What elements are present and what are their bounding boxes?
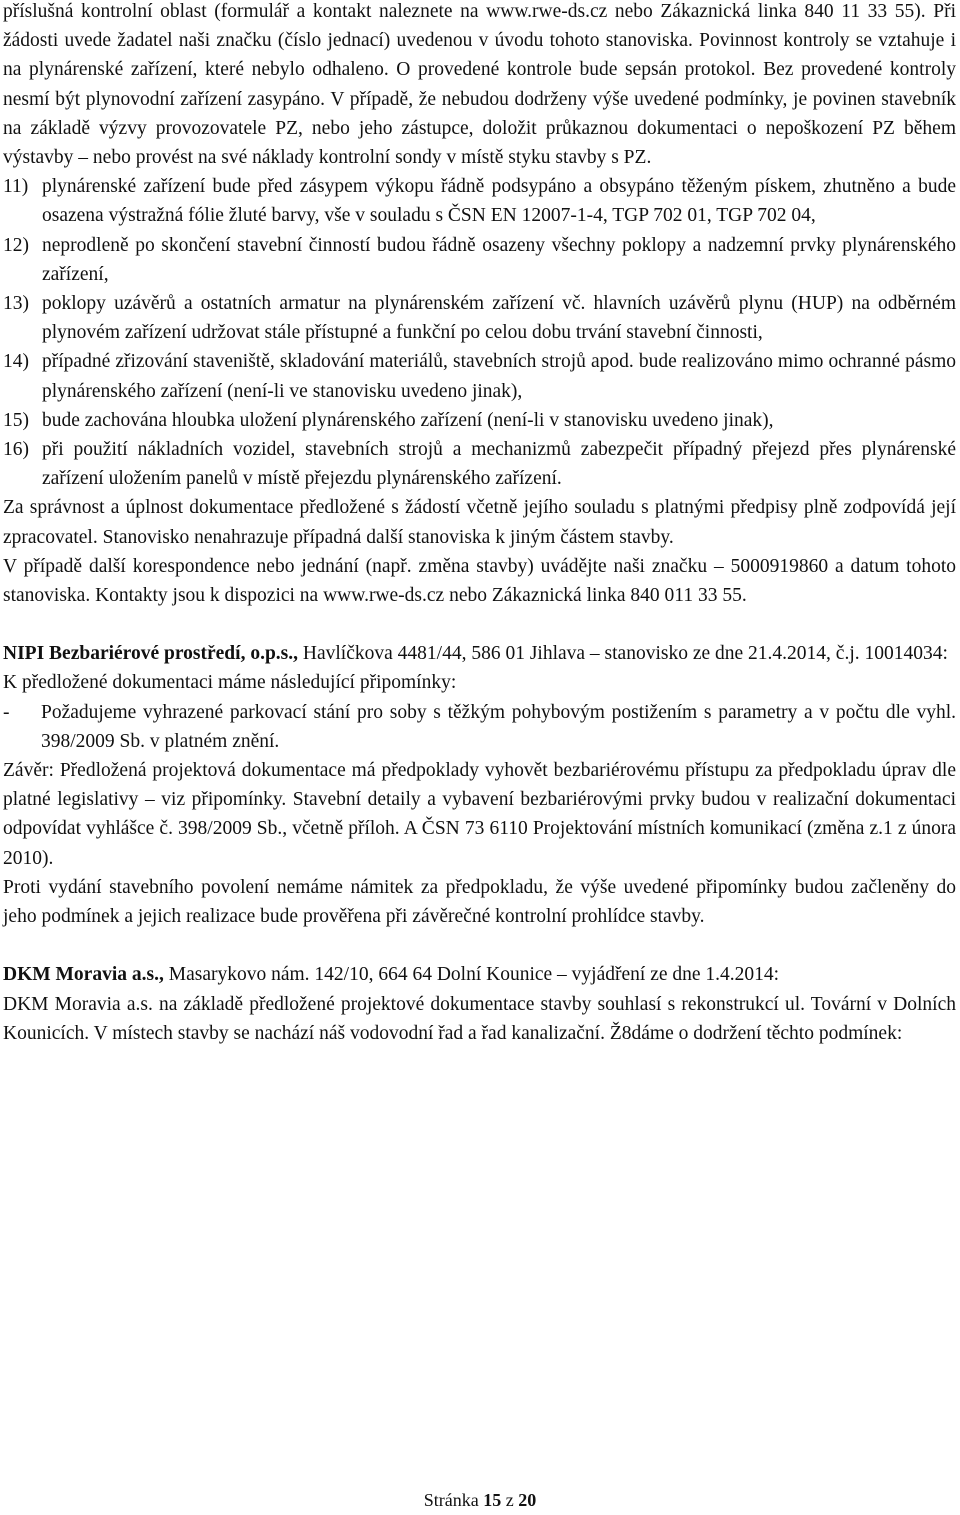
intro-paragraph: příslušná kontrolní oblast (formulář a kontakt naleznete na www.rwe-ds.cz nebo Zákaznická linka 840 11 33 55). Při žádosti uvede žadatel naši značku (číslo jednací) uvedenou v úvodu tohoto stanoviska. Povinnost kontroly se vztahuje i na plynárenské zařízení, které nebylo odhaleno. O provedené kontrole bude sepsán protokol. Bez provedené kontroly nesmí být plynovodní zařízení zasypáno. V případě, že nebudou dodrženy výše uvedené podmínky, je povinen stavebník na základě výzvy provozovatele PZ, nebo jeho zástupce, doložit průkaznou dokumentaci o nepoškození PZ během výstavby – nebo provést na své náklady kontrolní sondy v místě styku stavby s PZ.	[3, 1, 956, 169]
item-number: 15)	[3, 409, 29, 431]
spacer	[3, 931, 956, 960]
item-text: plynárenské zařízení bude před zásypem výkopu řádně podsypáno a obsypáno těženým pískem, zhutněno a bude osazena výstražná fólie žluté barvy, vše v souladu s ČSN EN 12007-1-4, TGP 702 01, TGP 702 04,	[42, 176, 956, 227]
item-number: 13)	[3, 293, 29, 315]
list-item	[3, 347, 956, 405]
footer-page-total: 20	[518, 1490, 537, 1510]
document-page	[3, 0, 956, 1048]
nipi-header	[3, 639, 956, 668]
item-text: poklopy uzávěrů a ostatních armatur na plynárenském zařízení vč. hlavních uzávěrů plynu (HUP) na odběrném plynovém zařízení udržovat stále přístupné a funkční po celou dobu trvání stavební činnosti,	[42, 293, 956, 344]
bullet-text: Požadujeme vyhrazené parkovací stání pro soby s těžkým pohybovým postižením s parametry a v počtu dle vyhl. 398/2009 Sb. v platném znění.	[41, 701, 956, 752]
nipi-final: Proti vydání stavebního povolení nemáme námitek za předpokladu, že výše uvedené připomínky budou začleněny do jeho podmínek a jejich realizace bude prověřena při závěrečné kontrolní prohlídce stavby.	[3, 876, 956, 928]
spacer	[3, 610, 956, 639]
nipi-intro: K předložené dokumentaci máme následující připomínky:	[3, 672, 457, 694]
nipi-bullet	[3, 698, 956, 756]
item-text: bude zachována hloubka uložení plynárenského zařízení (není-li v stanovisku uvedeno jinak),	[42, 409, 774, 431]
nipi-name: NIPI Bezbariérové prostředí, o.p.s.,	[3, 643, 299, 665]
item-text: při použití nákladních vozidel, stavebních strojů a mechanizmů zabezpečit případný přejezd přes plynárenské zařízení uložením panelů v místě přejezdu plynárenského zařízení.	[42, 439, 956, 490]
page-footer	[0, 1489, 960, 1511]
list-item	[3, 172, 956, 230]
dkm-header-rest: Masarykovo nám. 142/10, 664 64 Dolní Kounice – vyjádření ze dne 1.4.2014:	[163, 964, 780, 986]
nipi-header-rest: Havlíčkova 4481/44, 586 01 Jihlava – stanovisko ze dne 21.4.2014, č.j. 10014034:	[298, 643, 948, 665]
list-item	[3, 406, 956, 435]
item-number: 14)	[3, 351, 29, 373]
item-number: 11)	[3, 176, 29, 198]
nipi-conclusion: Závěr: Předložená projektová dokumentace má předpoklady vyhovět bezbariérovému přístupu za předpokladu úprav dle platné legislativy – viz připomínky. Stavební detaily a vybavení bezbariérovými prvky budou v realizační dokumentaci odpovídat vyhlášce č. 398/2009 Sb., včetně příloh. A ČSN 73 6110 Projektování místních komunikací (změna z.1 z února 2010).	[3, 760, 956, 869]
responsibility-paragraph: Za správnost a úplnost dokumentace předložené s žádostí včetně jejího souladu s platnými předpisy plně zodpovídá její zpracovatel. Stanovisko nenahrazuje případná další stanoviska k jiným částem stavby.	[3, 497, 956, 548]
conditions-list	[3, 172, 956, 493]
footer-page-number: 15	[483, 1490, 502, 1510]
item-text: případné zřizování staveniště, skladování materiálů, stavebních strojů apod. bude realizováno mimo ochranné pásmo plynárenského zařízení (není-li ve stanovisku uvedeno jinak),	[42, 351, 956, 402]
list-item	[3, 289, 956, 347]
list-item	[3, 435, 956, 493]
dkm-body: DKM Moravia a.s. na základě předložené projektové dokumentace stavby souhlasí s rekonstrukcí ul. Tovární v Dolních Kounicích. V místech stavby se nachází náš vodovodní řad a řad kanalizační. Ž8dáme o dodržení těchto podmínek:	[3, 993, 956, 1044]
contact-paragraph: V případě další korespondence nebo jednání (např. změna stavby) uvádějte naši značku – 5000919860 a datum tohoto stanoviska. Kontakty jsou k dispozici na www.rwe-ds.cz nebo Zákaznická linka 840 011 33 55.	[3, 555, 956, 607]
footer-separator: z	[505, 1490, 514, 1510]
item-text: neprodleně po skončení stavební činností budou řádně osazeny všechny poklopy a nadzemní prvky plynárenského zařízení,	[42, 234, 956, 285]
footer-label: Stránka	[423, 1490, 479, 1510]
dkm-name: DKM Moravia a.s.,	[3, 964, 164, 986]
dkm-header	[3, 960, 956, 989]
item-number: 12)	[3, 234, 29, 256]
item-number: 16)	[3, 439, 29, 461]
list-item	[3, 231, 956, 289]
bullet-dash: -	[3, 701, 10, 723]
